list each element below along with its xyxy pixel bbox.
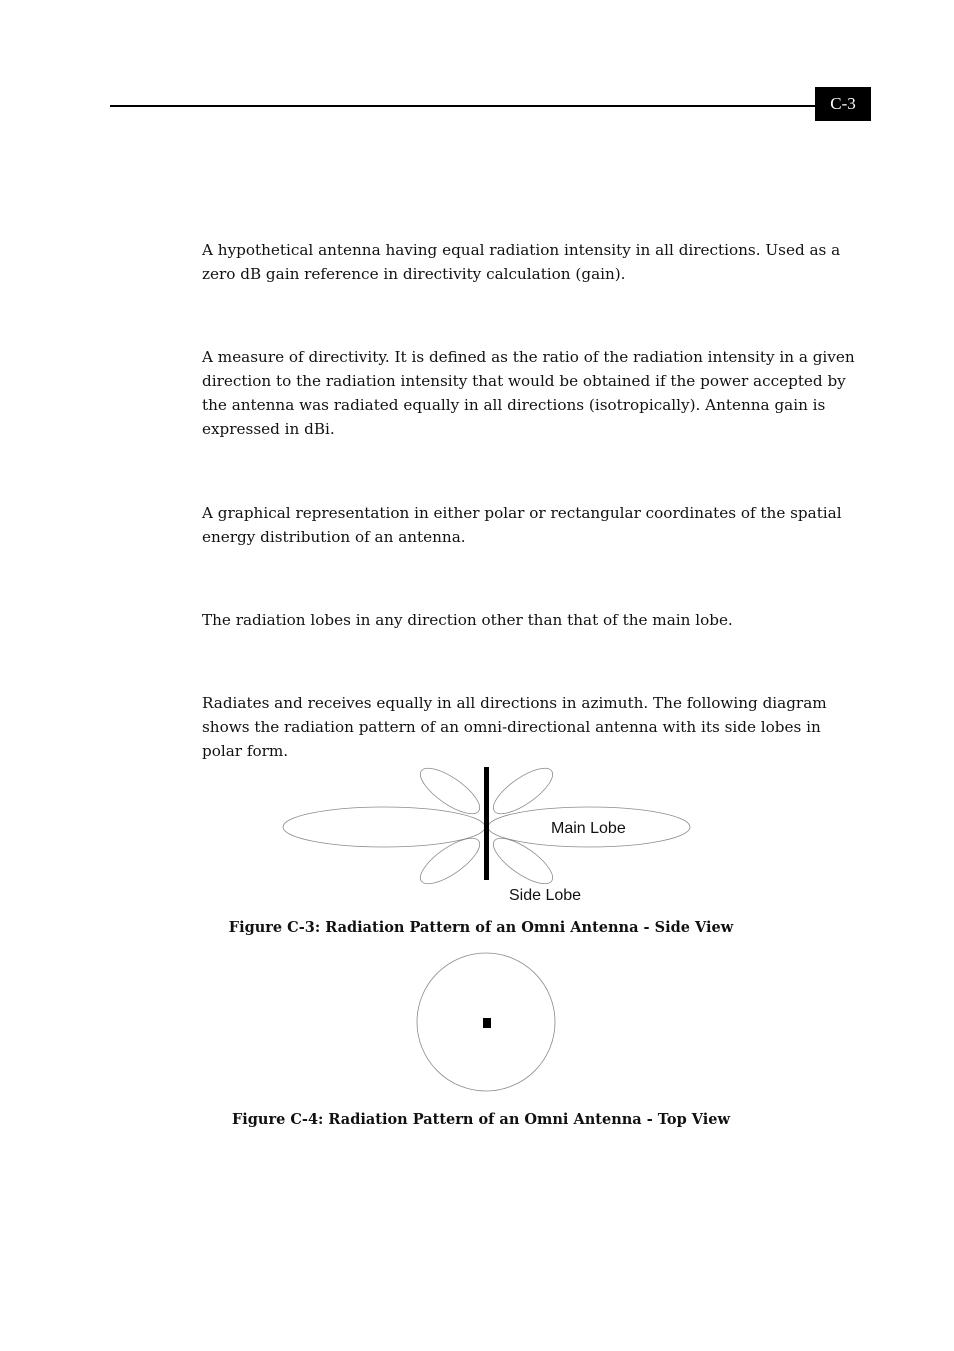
side-lobe-label: Side Lobe <box>509 887 582 904</box>
figure-c3-caption: Figure C-3: Radiation Pattern of an Omni Antenna - Side View <box>228 919 734 936</box>
figure-c4-caption: Figure C-4: Radiation Pattern of an Omni Antenna - Top View <box>231 1111 730 1128</box>
side-lobe-upper-right <box>487 760 559 821</box>
antenna-element <box>484 767 489 880</box>
side-lobe-lower-right <box>487 830 559 891</box>
main-lobe-label: Main Lobe <box>551 820 626 837</box>
definition-radiation-pattern: A graphical representation in either polar or rectangular coordinates of the spatial energy distribution of an antenna. <box>202 504 842 546</box>
definition-isotropic-antenna: A hypothetical antenna having equal radiation intensity in all directions. Used as a zero dB gain reference in directivity calculation (gain). <box>202 241 841 283</box>
page-number-tab: C-3 <box>815 87 871 121</box>
definition-antenna-gain: A measure of directivity. It is defined as the ratio of the radiation intensity in a given direction to the radiation intensity that would be obtained if the power accepted by the antenna was radiated equally in all directions (isotropically). Antenna gain is expressed in dBi. <box>202 348 855 438</box>
side-lobe-lower-left <box>414 830 486 891</box>
top-view-antenna-element <box>483 1018 491 1028</box>
main-lobe-left <box>283 807 485 847</box>
side-lobe-upper-left <box>414 760 486 821</box>
definition-side-lobes: The radiation lobes in any direction other than that of the main lobe. <box>202 611 733 629</box>
definition-omni-antenna: Radiates and receives equally in all directions in azimuth. The following diagram shows the radiation pattern of an omni-directional antenna with its side lobes in polar form. <box>202 694 827 760</box>
